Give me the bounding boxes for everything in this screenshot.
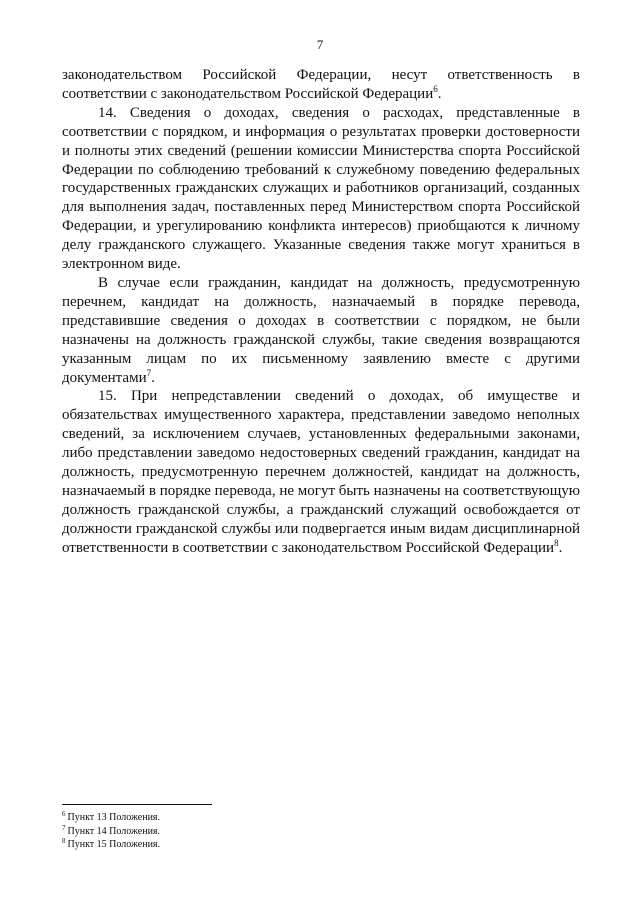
paragraph-text: 15. При непредставлении сведений о доходах, об имуществе и обязательствах имущественного характера, представлении заведомо неполных сведений, за исключением случаев, установленных федеральными законами, либо представлении заведомо недостоверных сведений гражданин, кандидат на должность, предусмотренную перечнем должностей, кандидат на должность, назначаемый в порядке перевода, не могут быть назначены на соответствующую должность гражданской службы, а гражданский служащий освобождается от должности гражданской службы или подвергается иным видам дисциплинарной ответственности в соответствии с законодательством Российской Федерации bbox=[62, 388, 580, 556]
footnote-separator bbox=[62, 804, 212, 805]
footnote-reference: 7 bbox=[146, 367, 152, 378]
footnote-text: Пункт 14 Положения. bbox=[67, 825, 161, 837]
paragraph-item-14 bbox=[62, 104, 580, 274]
paragraph-tail: . bbox=[558, 539, 563, 556]
footnote-mark: 6 bbox=[62, 810, 66, 818]
footnote-reference: 6 bbox=[433, 83, 438, 94]
footnote-text: Пункт 15 Положения. bbox=[67, 839, 161, 850]
footnotes bbox=[62, 811, 362, 852]
paragraph-tail: . bbox=[151, 369, 155, 386]
paragraph-item-15 bbox=[62, 387, 580, 557]
paragraph-tail: . bbox=[437, 85, 442, 102]
paragraph-text: законодательством Российской Федерации, несут ответственность в соответствии с законодательством Российской Федерации bbox=[62, 67, 580, 102]
footnote-mark: 7 bbox=[62, 823, 66, 832]
paragraph-continuation bbox=[62, 66, 580, 104]
footnote-text: Пункт 13 Положения. bbox=[67, 812, 161, 823]
paragraph-return-of-information bbox=[62, 274, 580, 387]
footnote-mark: 8 bbox=[62, 837, 66, 845]
paragraph-text: В случае если гражданин, кандидат на должность, предусмотренную перечнем, кандидат на должность, назначаемый в порядке перевода, представившие сведения о доходах в соответствии с порядком, не были назначены на должность гражданской службы, такие сведения возвращаются указанным лицам по их письменному заявлению вместе с другими документами bbox=[62, 274, 580, 386]
paragraph-text: 14. Сведения о доходах, сведения о расходах, представленные в соответствии с порядком, и информация о результатах проверки достоверности и полноты этих сведений (решении комиссии Министерства спорта Российской Федерации по соблюдению требований к служебному поведению федеральных государственных гражданских служащих и работников организаций, созданных для выполнения задач, поставленных перед Министерством спорта Российской Федерации, и урегулированию конфликта интересов) приобщаются к личному делу гражданского служащего. Указанные сведения также могут храниться в электронном виде. bbox=[62, 104, 580, 273]
footnote-7 bbox=[62, 825, 362, 839]
document-body bbox=[62, 66, 580, 558]
footnote-reference: 8 bbox=[554, 537, 559, 548]
page-number: 7 bbox=[316, 37, 324, 52]
footnote-8 bbox=[62, 838, 362, 852]
footnote-6 bbox=[62, 811, 362, 825]
